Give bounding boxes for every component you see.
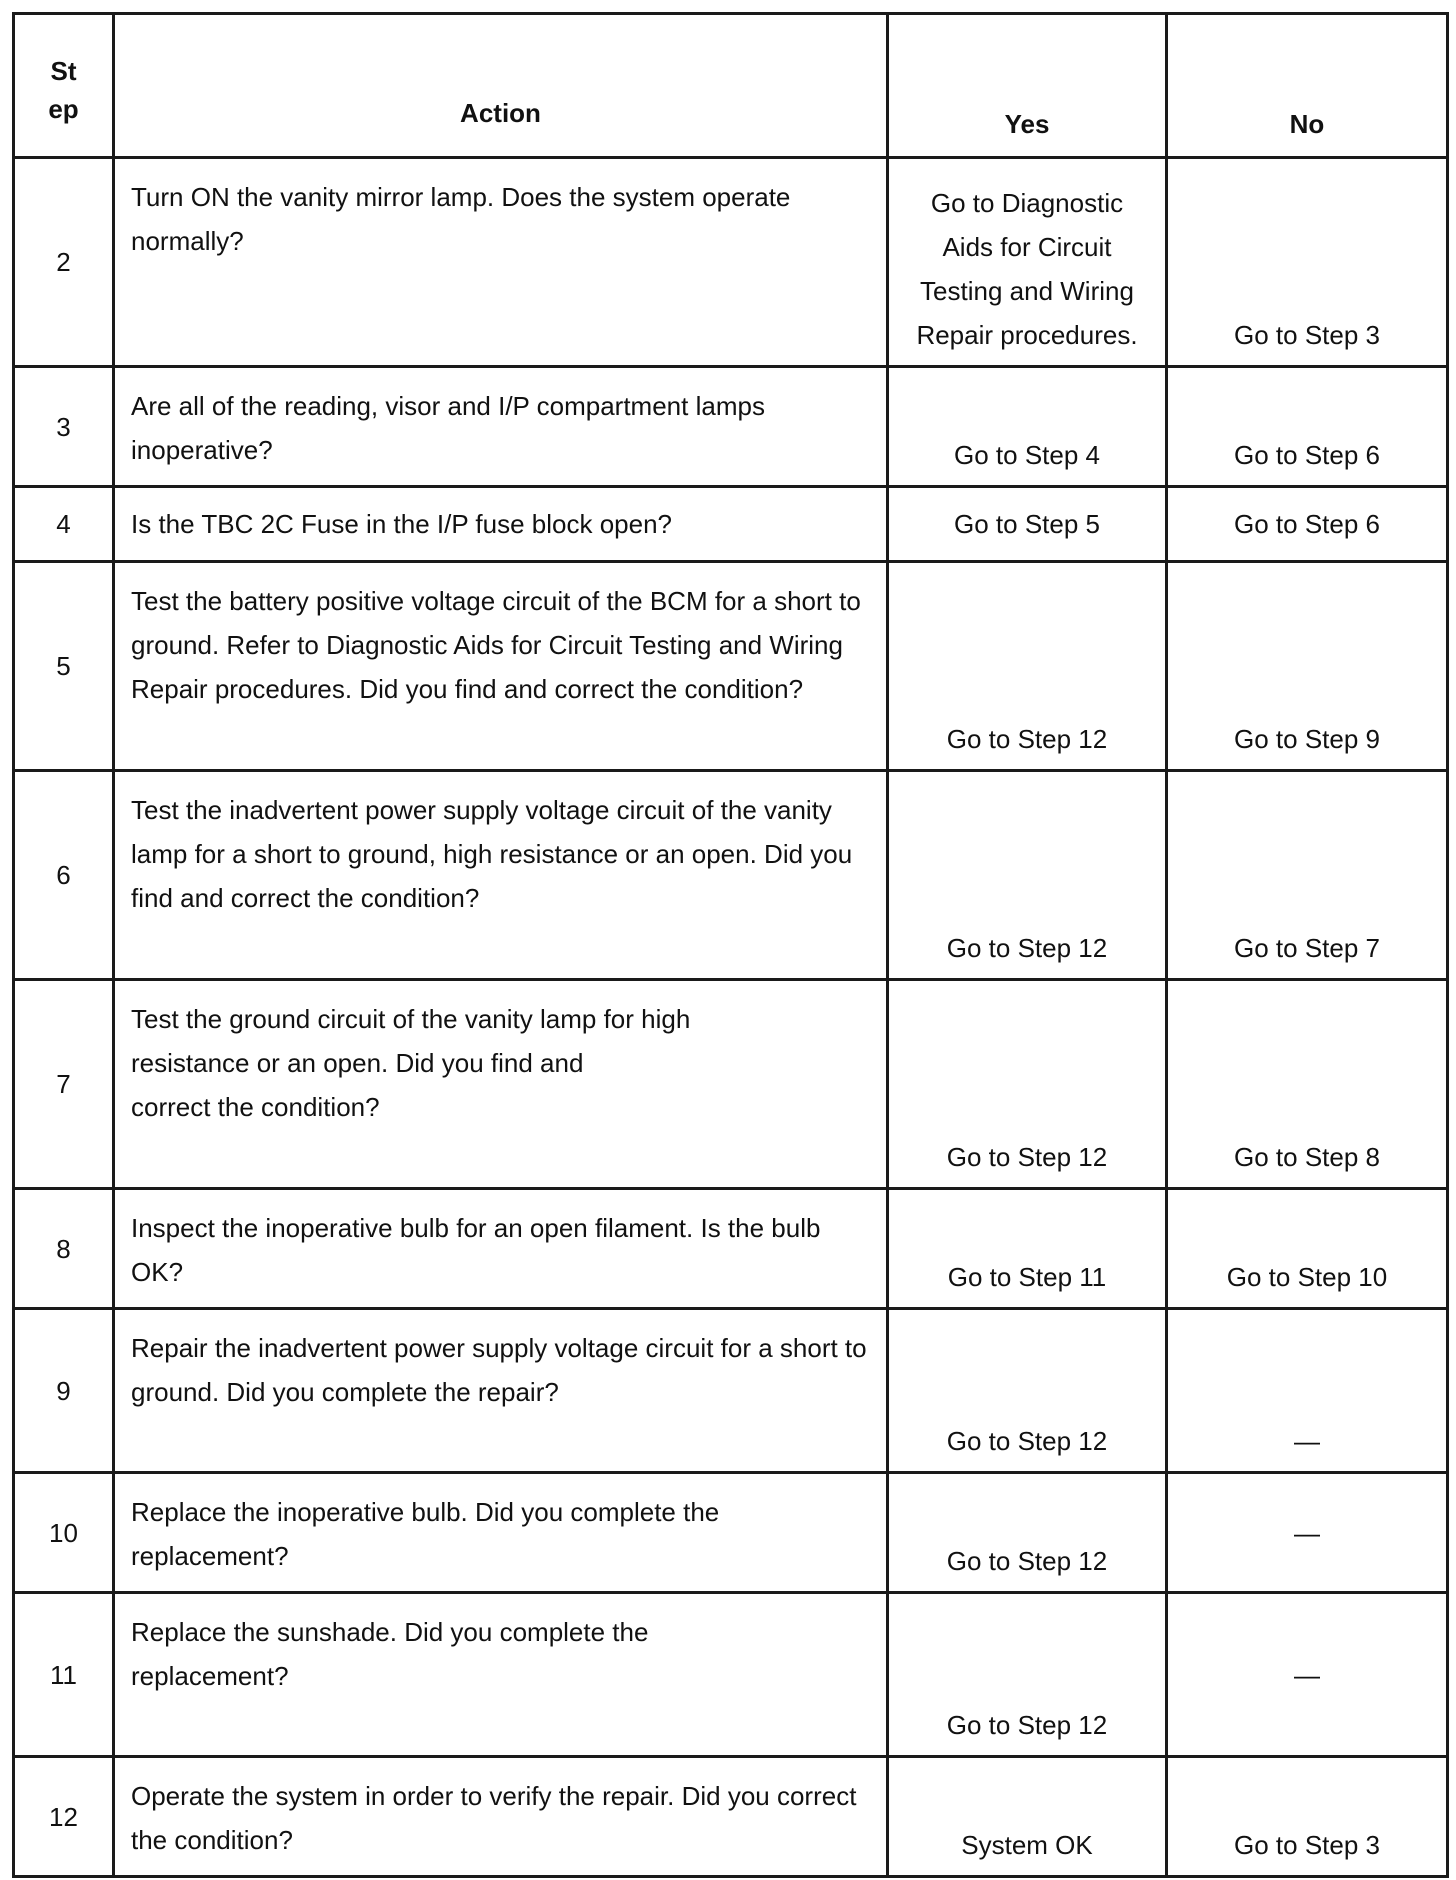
yes-result: Go to Step 12 (888, 980, 1167, 1189)
yes-result: Go to Step 12 (888, 771, 1167, 980)
step-number: 11 (14, 1593, 114, 1757)
no-result: — (1167, 1309, 1448, 1473)
table-row (14, 771, 1448, 980)
step-number: 7 (14, 980, 114, 1189)
header-yes: Yes (888, 14, 1167, 158)
no-result: Go to Step 3 (1167, 158, 1448, 367)
no-result: Go to Step 10 (1167, 1189, 1448, 1309)
no-result: Go to Step 8 (1167, 980, 1448, 1189)
no-result: Go to Step 7 (1167, 771, 1448, 980)
step-number: 12 (14, 1757, 114, 1877)
table-row (14, 1189, 1448, 1309)
table-header-row (14, 14, 1448, 158)
header-step: St ep (14, 14, 114, 158)
no-result: Go to Step 6 (1167, 367, 1448, 487)
yes-result: Go to Step 5 (888, 487, 1167, 562)
action-text: Test the battery positive voltage circuit of the BCM for a short to ground. Refer to Diagnostic Aids for Circuit Testing and Wiring Repair procedures. Did you find and correct the condition? (114, 562, 888, 771)
action-text: Are all of the reading, visor and I/P compartment lamps inoperative? (114, 367, 888, 487)
no-result: Go to Step 9 (1167, 562, 1448, 771)
yes-result: Go to Step 4 (888, 367, 1167, 487)
action-text: Is the TBC 2C Fuse in the I/P fuse block open? (114, 487, 888, 562)
table-row (14, 1309, 1448, 1473)
yes-result: Go to Step 12 (888, 1473, 1167, 1593)
header-action: Action (114, 14, 888, 158)
action-text: Repair the inadvertent power supply voltage circuit for a short to ground. Did you complete the repair? (114, 1309, 888, 1473)
action-text: Test the inadvertent power supply voltage circuit of the vanity lamp for a short to ground, high resistance or an open. Did you find and correct the condition? (114, 771, 888, 980)
table-row (14, 1473, 1448, 1593)
step-number: 3 (14, 367, 114, 487)
table-row (14, 562, 1448, 771)
step-number: 6 (14, 771, 114, 980)
header-no: No (1167, 14, 1448, 158)
step-number: 10 (14, 1473, 114, 1593)
step-number: 8 (14, 1189, 114, 1309)
step-number: 2 (14, 158, 114, 367)
step-number: 9 (14, 1309, 114, 1473)
no-result: Go to Step 3 (1167, 1757, 1448, 1877)
step-number: 5 (14, 562, 114, 771)
yes-result: Go to Diagnostic Aids for Circuit Testing and Wiring Repair procedures. (888, 158, 1167, 367)
table-row (14, 1757, 1448, 1877)
no-result: Go to Step 6 (1167, 487, 1448, 562)
yes-result: System OK (888, 1757, 1167, 1877)
action-text: Inspect the inoperative bulb for an open filament. Is the bulb OK? (114, 1189, 888, 1309)
yes-result: Go to Step 11 (888, 1189, 1167, 1309)
table-row (14, 367, 1448, 487)
table-row (14, 487, 1448, 562)
action-text: Replace the sunshade. Did you complete the replacement? (114, 1593, 888, 1757)
action-text: Operate the system in order to verify the repair. Did you correct the condition? (114, 1757, 888, 1877)
table-row (14, 158, 1448, 367)
table-row (14, 1593, 1448, 1757)
no-result: — (1167, 1593, 1448, 1757)
yes-result: Go to Step 12 (888, 1309, 1167, 1473)
action-text: Turn ON the vanity mirror lamp. Does the system operate normally? (114, 158, 888, 367)
yes-result: Go to Step 12 (888, 1593, 1167, 1757)
no-result: — (1167, 1473, 1448, 1593)
action-text: Test the ground circuit of the vanity lamp for high resistance or an open. Did you find and correct the condition? (114, 980, 888, 1189)
step-number: 4 (14, 487, 114, 562)
diagnostic-table (12, 12, 1449, 1878)
table-row (14, 980, 1448, 1189)
action-text: Replace the inoperative bulb. Did you complete the replacement? (114, 1473, 888, 1593)
yes-result: Go to Step 12 (888, 562, 1167, 771)
